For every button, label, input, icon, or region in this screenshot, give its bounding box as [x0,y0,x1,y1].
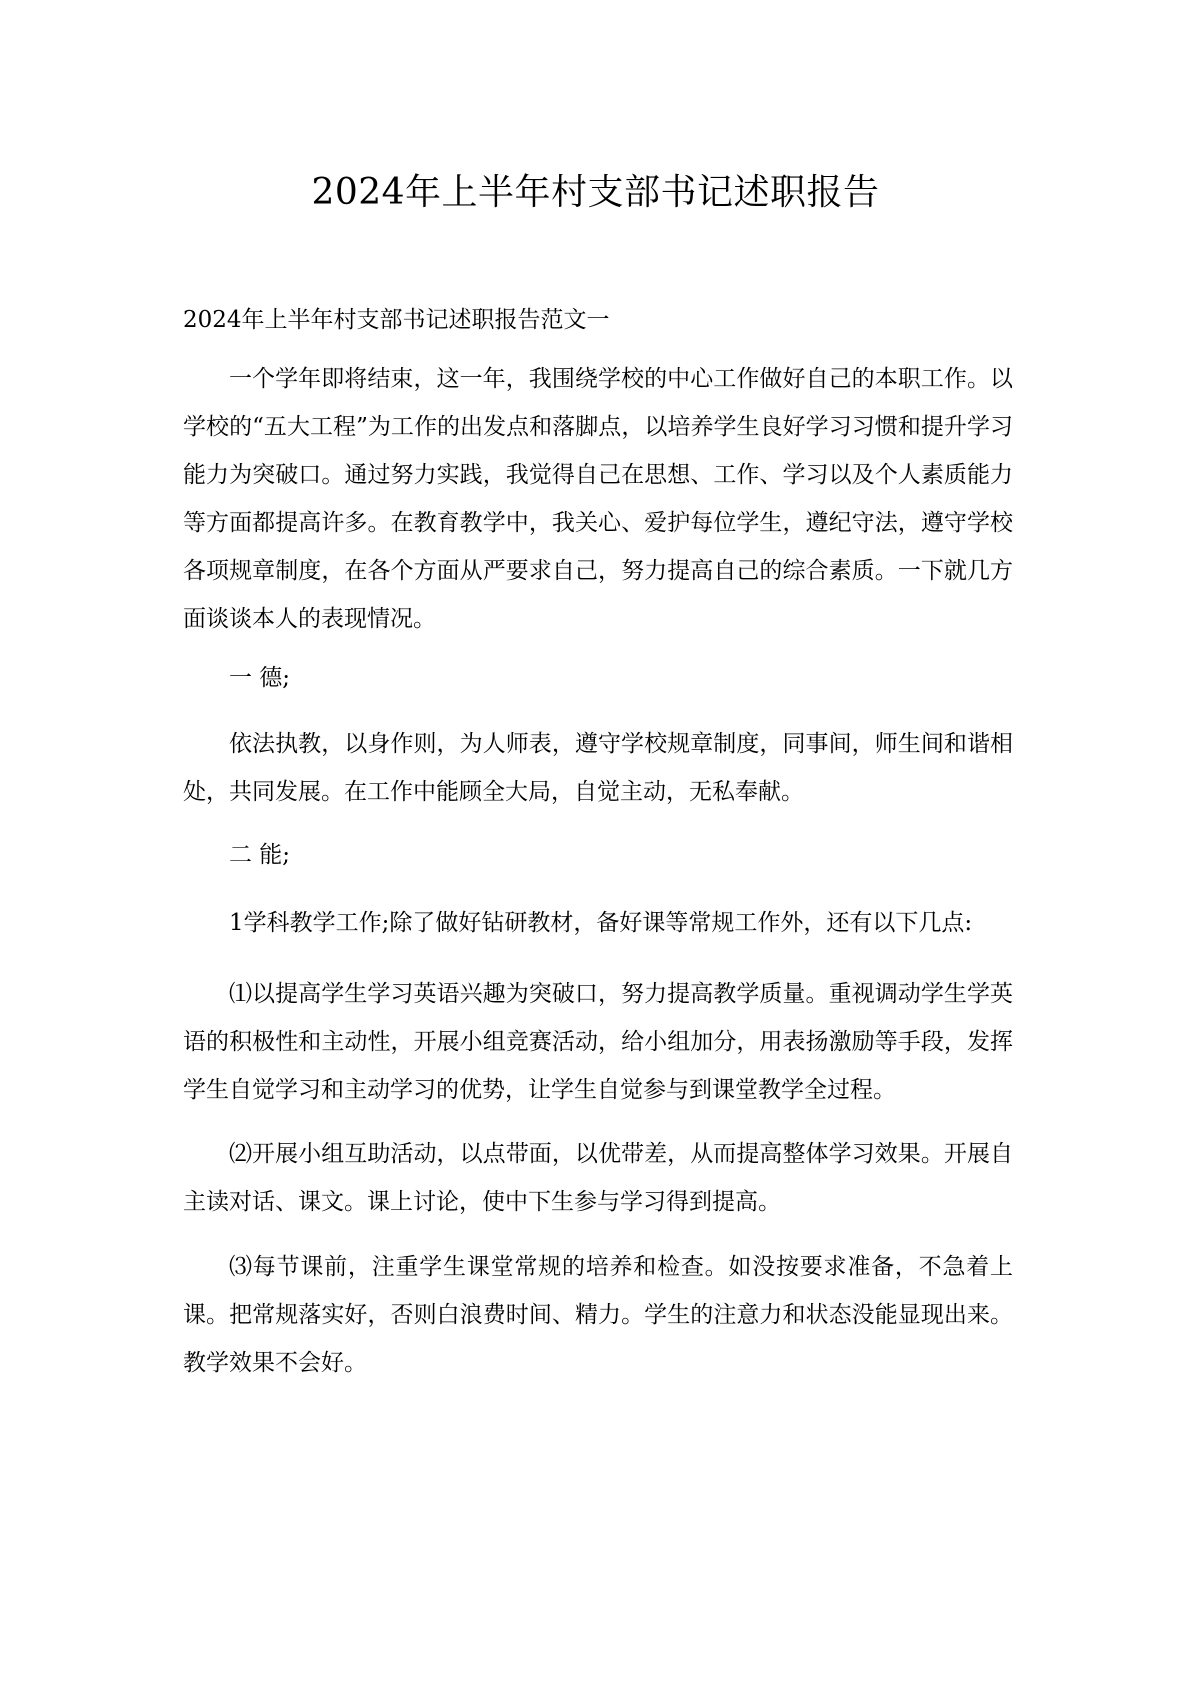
section-heading-de: 一 德; [229,665,291,691]
point-3-paragraph: ⑶每节课前，注重学生课堂常规的培养和检查。如没按要求准备，不急着上课。把常规落实好，否则白浪费时间、精力。学生的注意力和状态没能显现出来。教学效果不会好。 [183,1254,1013,1376]
teaching-work-paragraph: 1学科教学工作;除了做好钻研教材，备好课等常规工作外，还有以下几点: [229,910,973,936]
point-2-paragraph: ⑵开展小组互助活动，以点带面，以优带差，从而提高整体学习效果。开展自主读对话、课文。课上讨论，使中下生参与学习得到提高。 [183,1141,1013,1215]
section-heading-neng: 二 能; [229,842,291,868]
document-subtitle: 2024年上半年村支部书记述职报告范文一 [183,307,610,333]
point-1-paragraph: ⑴以提高学生学习英语兴趣为突破口，努力提高教学质量。重视调动学生学英语的积极性和主动性，开展小组竞赛活动，给小组加分，用表扬激励等手段，发挥学生自觉学习和主动学习的优势，让学生自觉参与到课堂教学全过程。 [183,981,1013,1103]
document-title: 2024年上半年村支部书记述职报告 [311,172,880,213]
section-de-paragraph: 依法执教，以身作则，为人师表，遵守学校规章制度，同事间，师生间和谐相处，共同发展。在工作中能顾全大局，自觉主动，无私奉献。 [183,731,1013,805]
intro-paragraph: 一个学年即将结束，这一年，我围绕学校的中心工作做好自己的本职工作。以学校的“五大工程”为工作的出发点和落脚点，以培养学生良好学习习惯和提升学习能力为突破口。通过努力实践，我觉得自己在思想、工作、学习以及个人素质能力等方面都提高许多。在教育教学中，我关心、爱护每位学生，遵纪守法，遵守学校各项规章制度，在各个方面从严要求自己，努力提高自己的综合素质。一下就几方面谈谈本人的表现情况。 [183,366,1013,632]
